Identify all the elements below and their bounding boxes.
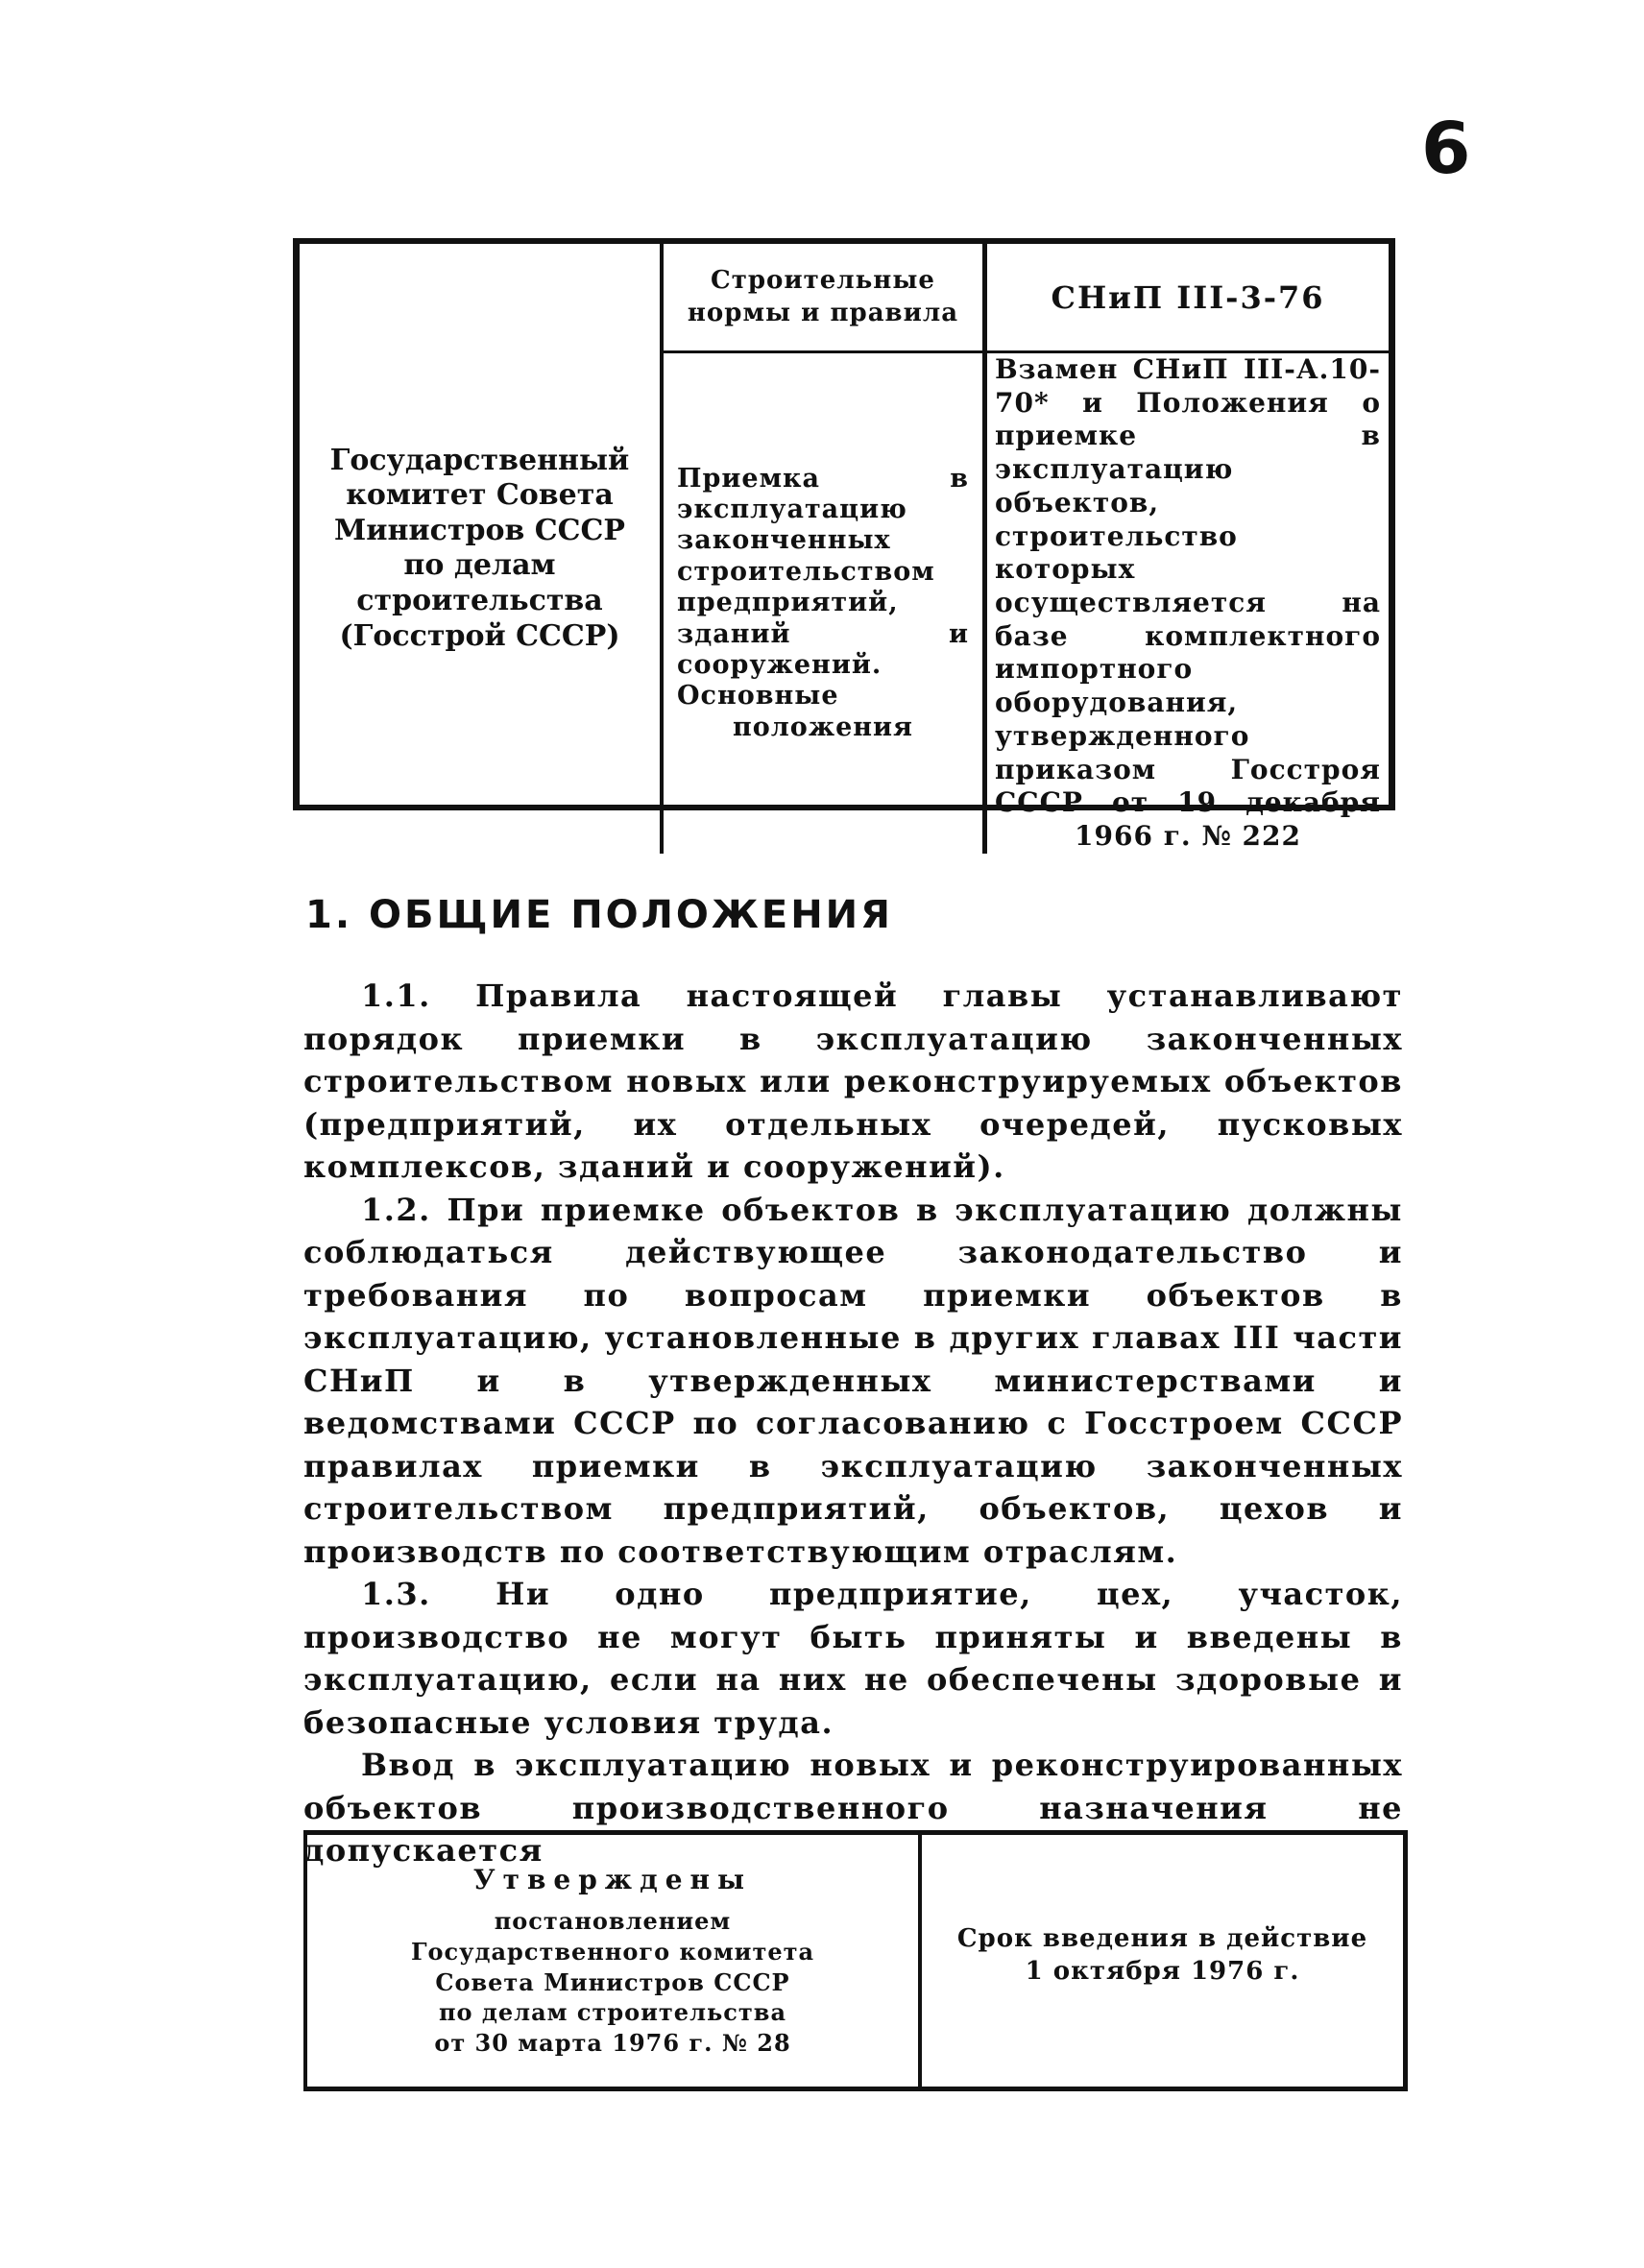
approval-line: по делам строительства xyxy=(438,1998,786,2027)
paragraph xyxy=(303,1573,1403,1744)
paragraph-text: Ни одно предприятие, цех, участок, производство не могут быть приняты и введены в эксплуатацию, если на них не обеспечены здоровые и безопасные условия труда. xyxy=(303,1576,1404,1741)
document-title: Приемка в эксплуатацию законченных строительством предприятий, зданий и сооружений. Основные положения xyxy=(677,463,969,742)
issuing-agency: Государственный комитет Совета Министров СССР по делам строительства (Госстрой СССР) xyxy=(300,244,664,854)
paragraph-text: Ввод в эксплуатацию новых и реконструированных объектов производственного назначения не допускается xyxy=(303,1747,1403,1869)
effective-line: Срок введения в действие xyxy=(956,1924,1368,1954)
page-number: 6 xyxy=(1421,108,1471,190)
title-column xyxy=(664,244,987,854)
replaces-note: Взамен СНиП III-А.10-70* и Положения о приемке в эксплуатацию объектов, строительство которых осуществляется на базе комплектного импортного оборудования, утвержденного приказом Госстроя СССР от 19 декабря 1966 г. № 222 xyxy=(995,353,1381,853)
code-column xyxy=(987,244,1389,854)
approval-table xyxy=(303,1830,1408,2091)
effective-line: 1 октября 1976 г. xyxy=(1025,1957,1300,1986)
document-code: СНиП III-3-76 xyxy=(987,244,1389,353)
approval-line: от 30 марта 1976 г. № 28 xyxy=(434,2028,791,2057)
approval-line: Государственного комитета xyxy=(410,1937,815,1966)
paragraph-number: 1.1. xyxy=(361,977,431,1014)
paragraph-text: При приемке объектов в эксплуатацию должны соблюдаться действующее законодательство и требования по вопросам приемки объектов в эксплуатацию, установленные в других главах III части СНиП и в утвержденных министерствами и ведомствами СССР по согласованию с Госстроем СССР правилах приемки в эксплуатацию законченных строительством предприятий, объектов, цехов и производств по соответствующим отраслям. xyxy=(303,1191,1404,1570)
replaces-note-cell xyxy=(987,353,1389,854)
document-header-table xyxy=(293,238,1395,853)
paragraph-number: 1.2. xyxy=(361,1191,431,1228)
approval-line: Совета Министров СССР xyxy=(435,1967,790,1996)
paragraph-number: 1.3. xyxy=(361,1576,431,1612)
section-title: 1. ОБЩИЕ ПОЛОЖЕНИЯ xyxy=(305,893,893,937)
approved-heading: Утверждены xyxy=(472,1864,753,1896)
effective-date-cell xyxy=(922,1825,1403,2087)
paragraph xyxy=(303,1189,1403,1574)
document-type: Строительные нормы и правила xyxy=(664,244,982,353)
approval-cell xyxy=(307,1835,922,2087)
document-title-cell xyxy=(664,353,982,854)
section-body xyxy=(303,975,1403,1872)
paragraph-text: Правила настоящей главы устанавливают порядок приемки в эксплуатацию законченных строительством новых или реконструируемых объектов (предприятий, их отдельных очередей, пусковых комплексов, зданий и сооружений). xyxy=(303,977,1403,1185)
paragraph xyxy=(303,975,1403,1189)
approval-line: постановлением xyxy=(494,1907,732,1936)
